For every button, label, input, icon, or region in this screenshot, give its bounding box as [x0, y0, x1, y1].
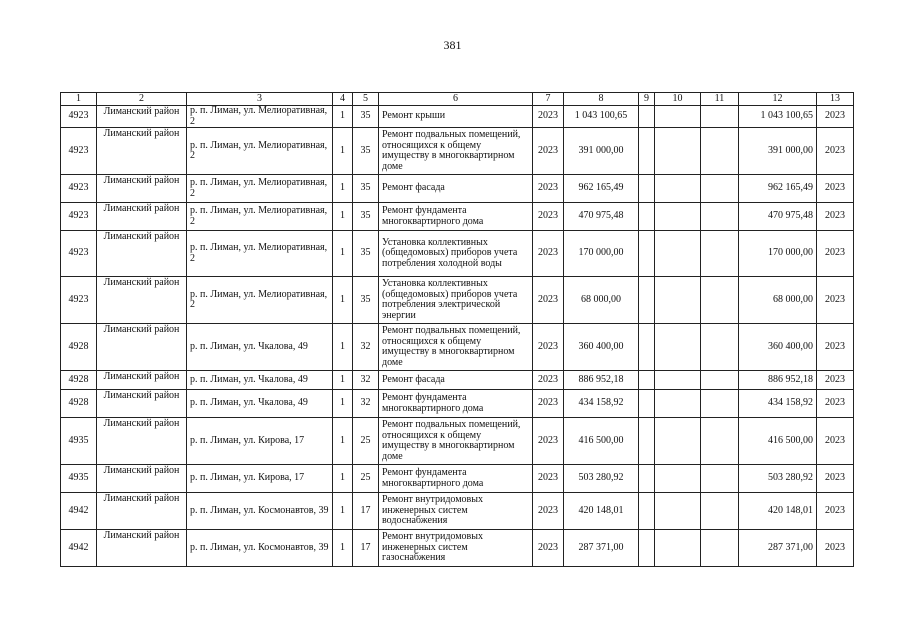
- col-5-value: 35: [353, 106, 379, 128]
- column-header-2: 2: [97, 93, 187, 106]
- col-10-value: [655, 493, 701, 530]
- cost-total: 68 000,00: [564, 277, 639, 324]
- district: Лиманский район: [97, 106, 187, 128]
- table-row: [61, 371, 854, 390]
- column-header-3: 3: [187, 93, 333, 106]
- row-number: 4923: [61, 203, 97, 231]
- year: 2023: [533, 175, 564, 203]
- col-10-value: [655, 418, 701, 465]
- table-row: [61, 493, 854, 530]
- year-end: 2023: [817, 493, 854, 530]
- table-header: [61, 93, 854, 106]
- cost-total: 1 043 100,65: [564, 106, 639, 128]
- col-5-value: 35: [353, 277, 379, 324]
- col-11-value: [701, 390, 739, 418]
- row-number: 4923: [61, 277, 97, 324]
- district: Лиманский район: [97, 231, 187, 277]
- district: Лиманский район: [97, 324, 187, 371]
- col-11-value: [701, 106, 739, 128]
- col-9-value: [639, 106, 655, 128]
- year-end: 2023: [817, 175, 854, 203]
- col-4-value: 1: [333, 390, 353, 418]
- row-number: 4923: [61, 231, 97, 277]
- col-11-value: [701, 530, 739, 567]
- col-11-value: [701, 231, 739, 277]
- address: р. п. Лиман, ул. Мелиоративная, 2: [187, 128, 333, 175]
- address: р. п. Лиман, ул. Мелиоративная, 2: [187, 106, 333, 128]
- year: 2023: [533, 530, 564, 567]
- row-number: 4923: [61, 128, 97, 175]
- table-row: [61, 203, 854, 231]
- col-10-value: [655, 277, 701, 324]
- col-5-value: 25: [353, 418, 379, 465]
- work-type: Ремонт фасада: [379, 175, 533, 203]
- cost-fund: 434 158,92: [739, 390, 817, 418]
- col-9-value: [639, 465, 655, 493]
- year: 2023: [533, 128, 564, 175]
- header-row: [61, 93, 854, 106]
- col-4-value: 1: [333, 493, 353, 530]
- district: Лиманский район: [97, 128, 187, 175]
- district: Лиманский район: [97, 277, 187, 324]
- col-11-value: [701, 203, 739, 231]
- row-number: 4935: [61, 465, 97, 493]
- col-11-value: [701, 324, 739, 371]
- work-type: Ремонт внутридомовых инженерных систем газоснабжения: [379, 530, 533, 567]
- col-9-value: [639, 231, 655, 277]
- col-11-value: [701, 277, 739, 324]
- col-9-value: [639, 390, 655, 418]
- cost-fund: 1 043 100,65: [739, 106, 817, 128]
- col-5-value: 35: [353, 128, 379, 175]
- col-4-value: 1: [333, 128, 353, 175]
- cost-fund: 170 000,00: [739, 231, 817, 277]
- year-end: 2023: [817, 106, 854, 128]
- cost-fund: 360 400,00: [739, 324, 817, 371]
- year: 2023: [533, 418, 564, 465]
- col-10-value: [655, 175, 701, 203]
- cost-total: 287 371,00: [564, 530, 639, 567]
- year-end: 2023: [817, 277, 854, 324]
- cost-fund: 420 148,01: [739, 493, 817, 530]
- address: р. п. Лиман, ул. Чкалова, 49: [187, 390, 333, 418]
- col-5-value: 17: [353, 530, 379, 567]
- cost-total: 360 400,00: [564, 324, 639, 371]
- column-header-6: 6: [379, 93, 533, 106]
- year-end: 2023: [817, 418, 854, 465]
- column-header-5: 5: [353, 93, 379, 106]
- work-type: Ремонт подвальных помещений, относящихся к общему имуществу в многоквартирном доме: [379, 418, 533, 465]
- row-number: 4923: [61, 175, 97, 203]
- year-end: 2023: [817, 530, 854, 567]
- col-5-value: 35: [353, 203, 379, 231]
- col-4-value: 1: [333, 277, 353, 324]
- column-header-12: 12: [739, 93, 817, 106]
- work-type: Ремонт фундамента многоквартирного дома: [379, 465, 533, 493]
- col-4-value: 1: [333, 175, 353, 203]
- year: 2023: [533, 465, 564, 493]
- address: р. п. Лиман, ул. Чкалова, 49: [187, 371, 333, 390]
- column-header-9: 9: [639, 93, 655, 106]
- col-11-value: [701, 128, 739, 175]
- row-number: 4923: [61, 106, 97, 128]
- cost-total: 420 148,01: [564, 493, 639, 530]
- district: Лиманский район: [97, 371, 187, 390]
- cost-fund: 391 000,00: [739, 128, 817, 175]
- cost-total: 470 975,48: [564, 203, 639, 231]
- col-5-value: 32: [353, 371, 379, 390]
- table-row: [61, 465, 854, 493]
- address: р. п. Лиман, ул. Мелиоративная, 2: [187, 277, 333, 324]
- district: Лиманский район: [97, 493, 187, 530]
- year: 2023: [533, 324, 564, 371]
- cost-fund: 470 975,48: [739, 203, 817, 231]
- year: 2023: [533, 390, 564, 418]
- year-end: 2023: [817, 465, 854, 493]
- work-type: Ремонт подвальных помещений, относящихся к общему имуществу в многоквартирном доме: [379, 128, 533, 175]
- table-row: [61, 418, 854, 465]
- row-number: 4942: [61, 493, 97, 530]
- col-9-value: [639, 324, 655, 371]
- table-row: [61, 231, 854, 277]
- district: Лиманский район: [97, 465, 187, 493]
- col-11-value: [701, 418, 739, 465]
- year: 2023: [533, 203, 564, 231]
- year: 2023: [533, 231, 564, 277]
- table-row: [61, 106, 854, 128]
- work-type: Ремонт фасада: [379, 371, 533, 390]
- col-4-value: 1: [333, 418, 353, 465]
- district: Лиманский район: [97, 418, 187, 465]
- cost-total: 503 280,92: [564, 465, 639, 493]
- col-9-value: [639, 175, 655, 203]
- cost-total: 434 158,92: [564, 390, 639, 418]
- col-4-value: 1: [333, 203, 353, 231]
- col-9-value: [639, 493, 655, 530]
- cost-fund: 886 952,18: [739, 371, 817, 390]
- col-4-value: 1: [333, 324, 353, 371]
- address: р. п. Лиман, ул. Космонавтов, 39: [187, 530, 333, 567]
- work-type: Ремонт внутридомовых инженерных систем водоснабжения: [379, 493, 533, 530]
- page-number: 381: [443, 38, 462, 52]
- work-type: Ремонт фундамента многоквартирного дома: [379, 390, 533, 418]
- col-10-value: [655, 371, 701, 390]
- row-number: 4928: [61, 371, 97, 390]
- column-header-4: 4: [333, 93, 353, 106]
- col-10-value: [655, 324, 701, 371]
- work-type: Ремонт фундамента многоквартирного дома: [379, 203, 533, 231]
- work-type: Ремонт крыши: [379, 106, 533, 128]
- year: 2023: [533, 106, 564, 128]
- cost-fund: 287 371,00: [739, 530, 817, 567]
- col-4-value: 1: [333, 231, 353, 277]
- col-4-value: 1: [333, 530, 353, 567]
- col-5-value: 35: [353, 231, 379, 277]
- cost-fund: 68 000,00: [739, 277, 817, 324]
- col-10-value: [655, 128, 701, 175]
- col-10-value: [655, 465, 701, 493]
- address: р. п. Лиман, ул. Мелиоративная, 2: [187, 175, 333, 203]
- work-type: Ремонт подвальных помещений, относящихся к общему имуществу в многоквартирном доме: [379, 324, 533, 371]
- col-10-value: [655, 106, 701, 128]
- col-11-value: [701, 175, 739, 203]
- col-11-value: [701, 371, 739, 390]
- col-5-value: 35: [353, 175, 379, 203]
- column-header-7: 7: [533, 93, 564, 106]
- row-number: 4942: [61, 530, 97, 567]
- cost-total: 170 000,00: [564, 231, 639, 277]
- district: Лиманский район: [97, 530, 187, 567]
- col-5-value: 32: [353, 390, 379, 418]
- row-number: 4928: [61, 324, 97, 371]
- col-5-value: 25: [353, 465, 379, 493]
- capital-repair-table: [60, 92, 854, 567]
- year-end: 2023: [817, 231, 854, 277]
- cost-total: 391 000,00: [564, 128, 639, 175]
- district: Лиманский район: [97, 203, 187, 231]
- col-10-value: [655, 530, 701, 567]
- col-10-value: [655, 390, 701, 418]
- column-header-11: 11: [701, 93, 739, 106]
- address: р. п. Лиман, ул. Космонавтов, 39: [187, 493, 333, 530]
- address: р. п. Лиман, ул. Кирова, 17: [187, 465, 333, 493]
- col-9-value: [639, 530, 655, 567]
- address: р. п. Лиман, ул. Чкалова, 49: [187, 324, 333, 371]
- address: р. п. Лиман, ул. Кирова, 17: [187, 418, 333, 465]
- address: р. п. Лиман, ул. Мелиоративная, 2: [187, 203, 333, 231]
- year-end: 2023: [817, 324, 854, 371]
- cost-total: 416 500,00: [564, 418, 639, 465]
- table-row: [61, 324, 854, 371]
- col-10-value: [655, 231, 701, 277]
- col-5-value: 32: [353, 324, 379, 371]
- district: Лиманский район: [97, 175, 187, 203]
- col-9-value: [639, 277, 655, 324]
- col-4-value: 1: [333, 106, 353, 128]
- year: 2023: [533, 277, 564, 324]
- col-10-value: [655, 203, 701, 231]
- col-9-value: [639, 418, 655, 465]
- column-header-13: 13: [817, 93, 854, 106]
- year-end: 2023: [817, 371, 854, 390]
- col-9-value: [639, 203, 655, 231]
- row-number: 4928: [61, 390, 97, 418]
- year-end: 2023: [817, 128, 854, 175]
- col-9-value: [639, 371, 655, 390]
- table-row: [61, 530, 854, 567]
- col-4-value: 1: [333, 465, 353, 493]
- col-4-value: 1: [333, 371, 353, 390]
- col-9-value: [639, 128, 655, 175]
- work-type: Установка коллективных (общедомовых) приборов учета потребления электрической энергии: [379, 277, 533, 324]
- table-body: [61, 106, 854, 567]
- column-header-8: 8: [564, 93, 639, 106]
- year-end: 2023: [817, 203, 854, 231]
- year: 2023: [533, 493, 564, 530]
- year-end: 2023: [817, 390, 854, 418]
- table-row: [61, 128, 854, 175]
- col-5-value: 17: [353, 493, 379, 530]
- table-row: [61, 390, 854, 418]
- table-row: [61, 175, 854, 203]
- table-row: [61, 277, 854, 324]
- address: р. п. Лиман, ул. Мелиоративная, 2: [187, 231, 333, 277]
- column-header-10: 10: [655, 93, 701, 106]
- cost-total: 962 165,49: [564, 175, 639, 203]
- row-number: 4935: [61, 418, 97, 465]
- district: Лиманский район: [97, 390, 187, 418]
- cost-fund: 962 165,49: [739, 175, 817, 203]
- cost-fund: 416 500,00: [739, 418, 817, 465]
- column-header-1: 1: [61, 93, 97, 106]
- cost-fund: 503 280,92: [739, 465, 817, 493]
- year: 2023: [533, 371, 564, 390]
- work-type: Установка коллективных (общедомовых) приборов учета потребления холодной воды: [379, 231, 533, 277]
- col-11-value: [701, 465, 739, 493]
- cost-total: 886 952,18: [564, 371, 639, 390]
- col-11-value: [701, 493, 739, 530]
